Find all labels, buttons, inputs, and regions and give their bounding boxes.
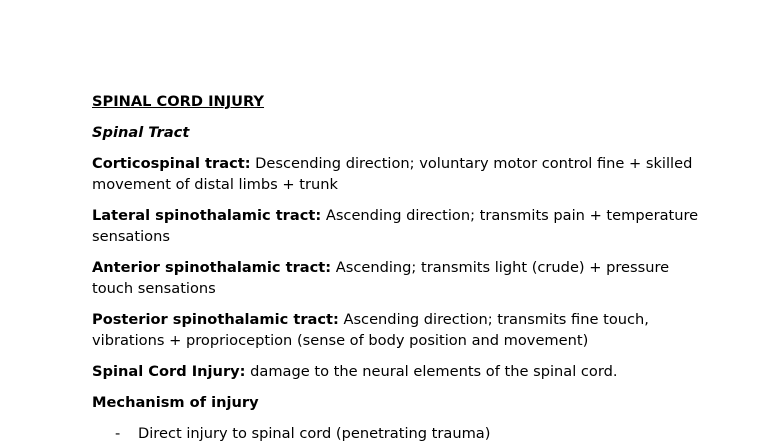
definition-posterior-spinothalamic [92, 309, 712, 351]
list-item-text: Direct injury to spinal cord (penetrating trauma) [138, 425, 491, 442]
mechanism-heading: Mechanism of injury [92, 394, 259, 411]
definition-text: Ascending; transmits light (crude) + pressure touch sensations [92, 259, 670, 297]
definition-spinal-cord-injury [92, 361, 712, 382]
bullet-marker: - [115, 425, 121, 442]
definition-term: Lateral spinothalamic tract: [92, 207, 322, 224]
definition-text: Descending direction; voluntary motor control fine + skilled movement of distal limbs + trunk [92, 155, 693, 193]
definition-text: Ascending direction; transmits fine touch, vibrations + proprioception (sense of body position and movement) [92, 311, 649, 349]
definition-lateral-spinothalamic [92, 205, 712, 247]
definition-term: Spinal Cord Injury: [92, 363, 246, 380]
document-page [92, 91, 712, 444]
definition-text: Ascending direction; transmits pain + temperature sensations [92, 207, 699, 245]
definition-anterior-spinothalamic [92, 257, 712, 299]
definition-term: Corticospinal tract: [92, 155, 251, 172]
section-heading: Spinal Tract [92, 124, 190, 141]
definition-term: Posterior spinothalamic tract: [92, 311, 339, 328]
definition-text: damage to the neural elements of the spinal cord. [245, 363, 618, 380]
document-title: SPINAL CORD INJURY [92, 93, 265, 110]
definition-term: Anterior spinothalamic tract: [92, 259, 332, 276]
definition-corticospinal [92, 153, 712, 195]
